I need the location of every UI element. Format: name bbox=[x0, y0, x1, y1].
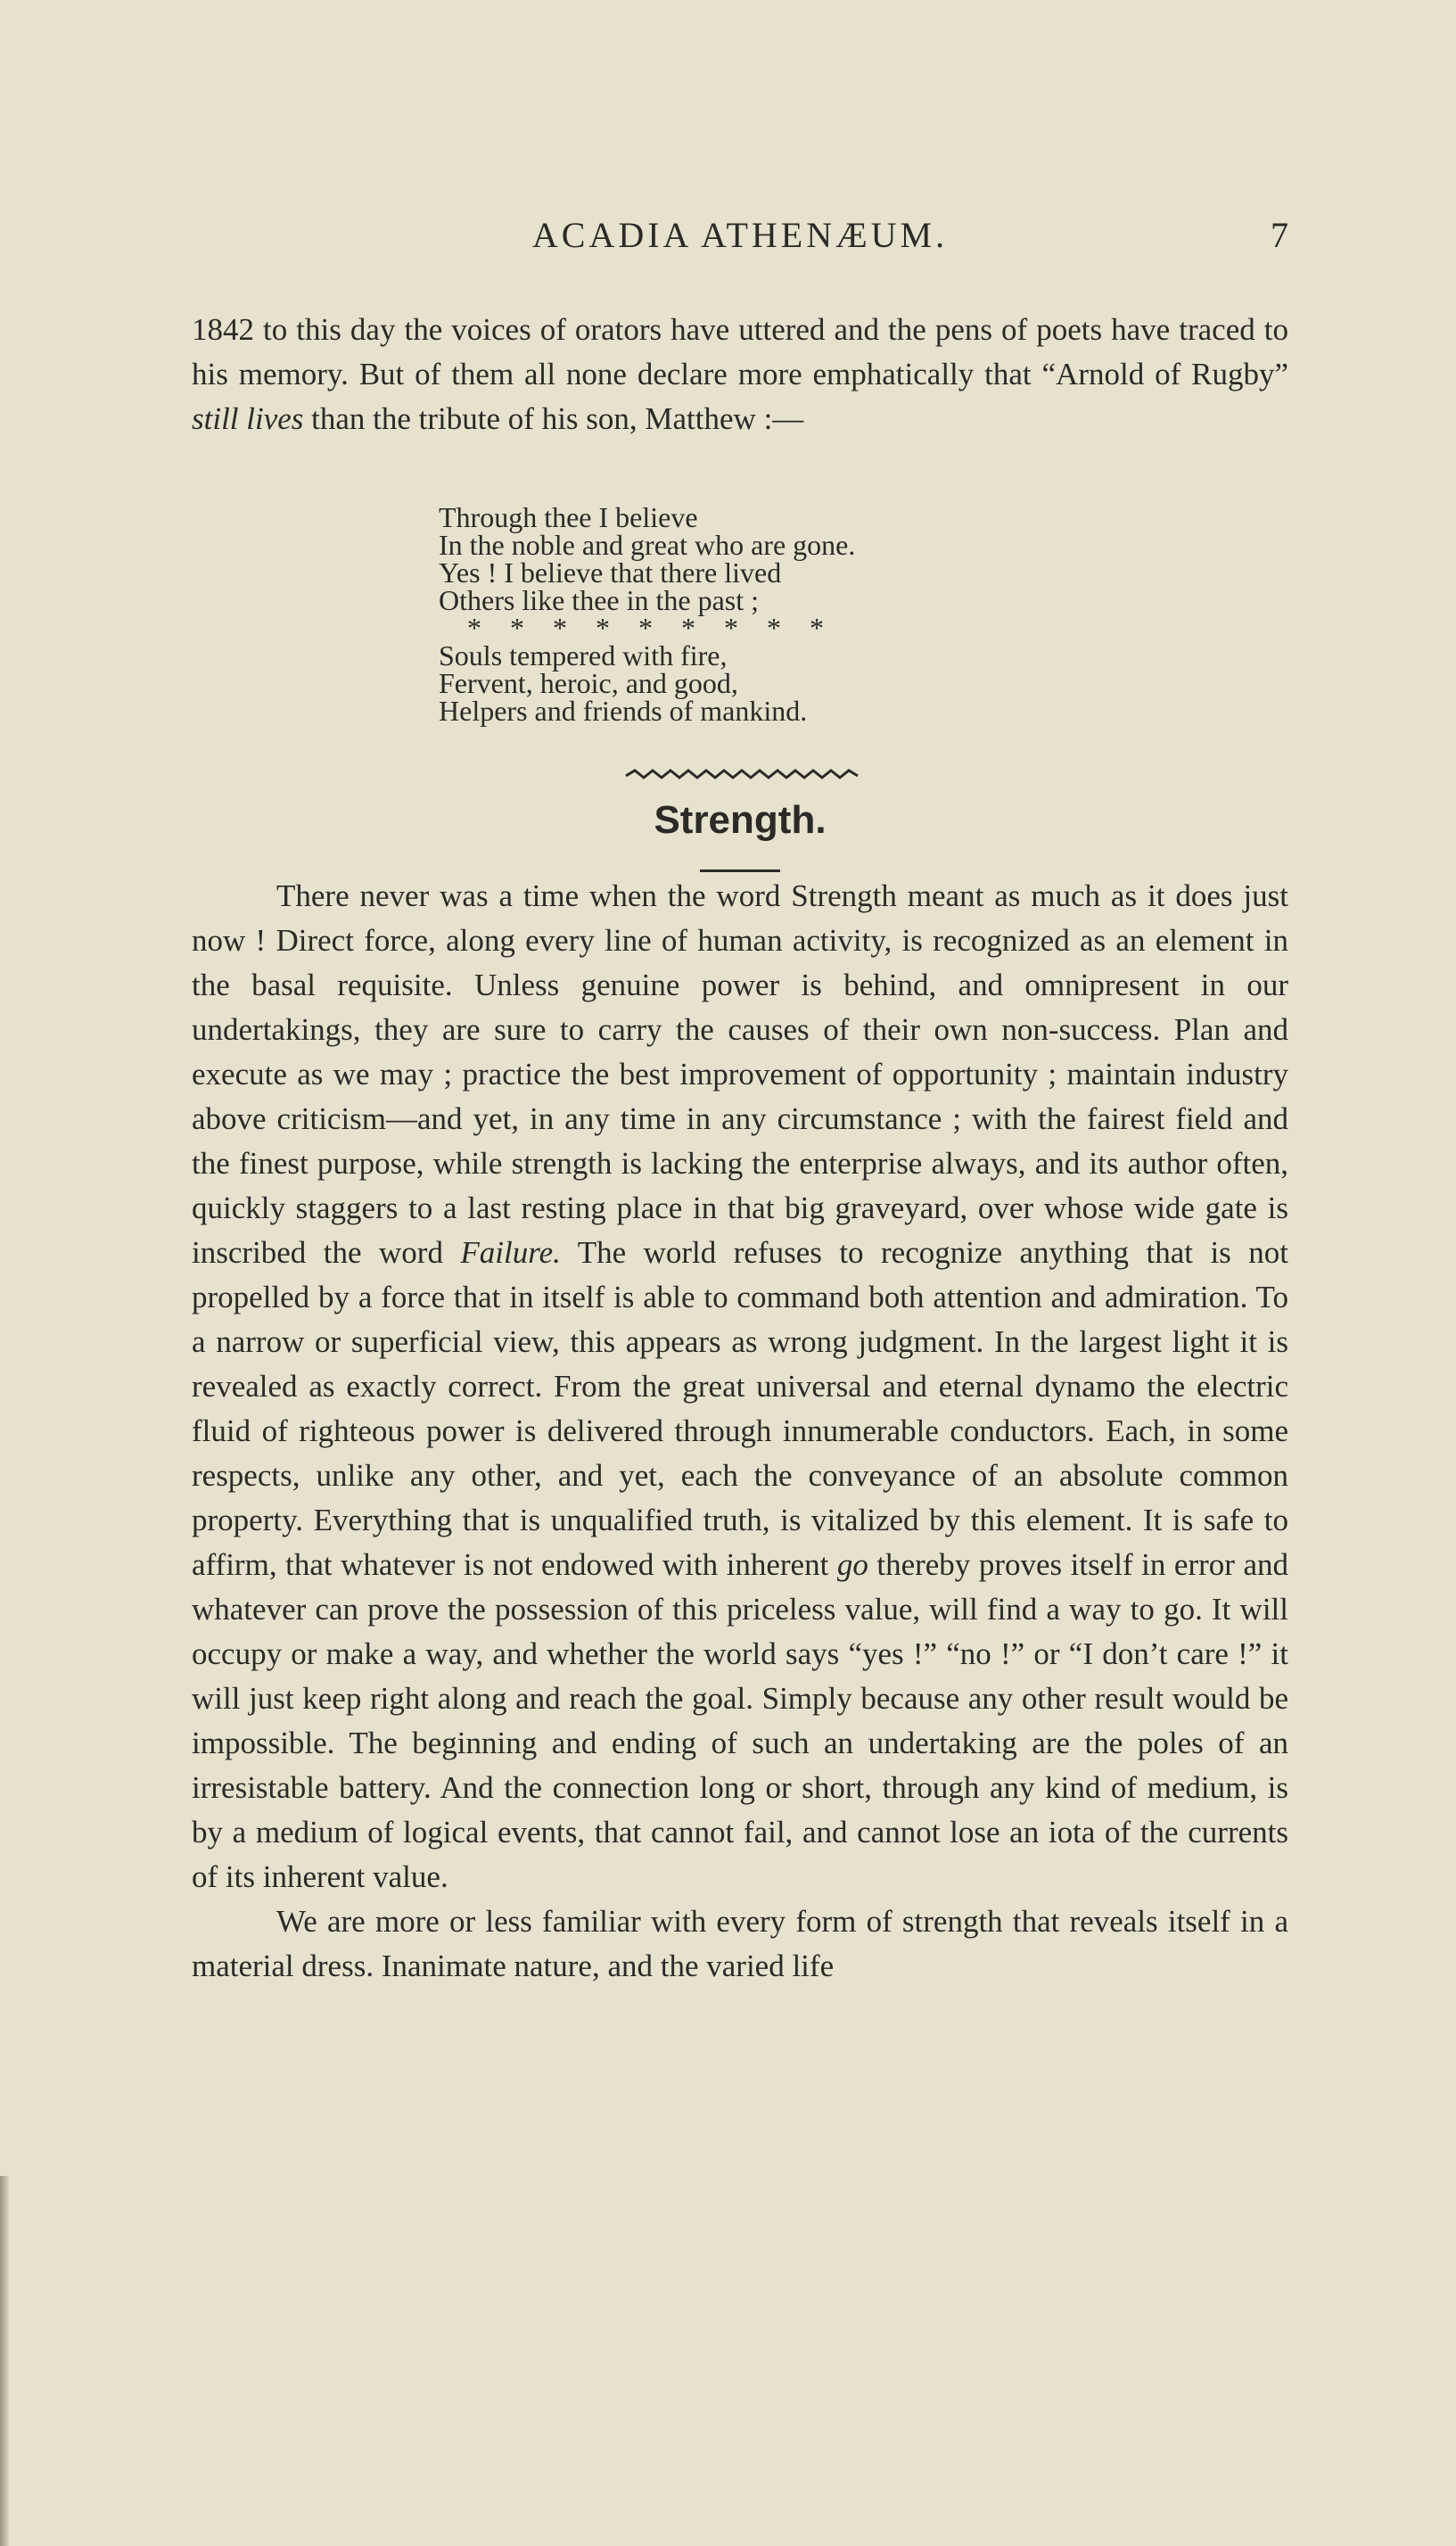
poem-line: Yes ! I believe that there lived bbox=[439, 556, 782, 589]
poem-quote bbox=[439, 501, 1009, 727]
paragraph-2: We are more or less familiar with every form of strength that reveals itself in a material dress. Inanimate nature, and the varied life bbox=[192, 1904, 1288, 1983]
poem-line: In the noble and great who are gone. bbox=[439, 529, 856, 561]
article-title: Strength. bbox=[654, 798, 827, 842]
paragraph-1-text-a: There never was a time when the word Strength meant as much as it does just now ! Direct force, along every line of human activity, is recognized as an element in the basal requisite. Unless genuine power is behind, and omnipresent in our undertakings, they are sure to carry the causes of their own non-success. Plan and execute as we may ; practice the best improvement of opportunity ; maintain industry above criticism—and yet, in any time in any circumstance ; with the fairest field and the finest purpose, while strength is lacking the enterprise always, and its author often, quickly staggers to a last resting place in that big graveyard, over whose wide gate is inscribed the word bbox=[192, 878, 1288, 1270]
poem-line: Helpers and friends of mankind. bbox=[439, 695, 808, 727]
article-body bbox=[192, 874, 1288, 1989]
continuation-italic: still lives bbox=[192, 401, 304, 436]
paragraph-1-text-c: thereby proves itself in error and whatever can prove the possession of this priceless value, will find a way to go. It will occupy or make a way, and whether the world says “yes !” “no !” or “I don’t care !” it will just keep right along and reach the goal. Simply because any other result would be impossible. The beginning and ending of such an undertaking are the poles of an irresistable battery. And the connection long or short, through any kind of medium, is by a medium of logical events, that cannot fail, and cannot lose an iota of the currents of its inherent value. bbox=[192, 1547, 1288, 1894]
continuation-text-2: than the tribute of his son, Matthew :— bbox=[303, 401, 804, 436]
poem-line: Fervent, heroic, and good, bbox=[439, 667, 738, 699]
poem-line: Others like thee in the past ; bbox=[439, 584, 760, 616]
decorative-ornament bbox=[624, 767, 860, 781]
italic-failure: Failure. bbox=[460, 1235, 561, 1270]
poem-line: Souls tempered with fire, bbox=[439, 639, 728, 672]
poem-asterisks: * * * * * * * * * bbox=[439, 612, 824, 644]
continuation-paragraph bbox=[192, 308, 1288, 441]
running-head bbox=[192, 214, 1288, 268]
page-edge bbox=[0, 2176, 9, 2546]
paragraph-1 bbox=[192, 874, 1288, 1899]
italic-go: go bbox=[836, 1547, 868, 1582]
poem-line: Through thee I believe bbox=[439, 501, 698, 533]
continuation-text-1: 1842 to this day the voices of orators have uttered and the pens of poets have traced to his memory. But of them all none declare more emphatically that “Arnold of Rugby” bbox=[192, 312, 1288, 391]
title-rule bbox=[700, 869, 780, 872]
page-number: 7 bbox=[1271, 215, 1288, 255]
paragraph-1-text-b: The world refuses to recognize anything that is not propelled by a force that in itself is able to command both attention and admiration. To a narrow or superficial view, this appears as wrong judgment. In the largest light it is revealed as exactly correct. From the great universal and eternal dynamo the electric fluid of righteous power is delivered through innumerable conductors. Each, in some respects, unlike any other, and yet, each the conveyance of an absolute common property. Everything that is unqualified truth, is vitalized by this element. It is safe to affirm, that whatever is not endowed with inherent bbox=[192, 1235, 1288, 1582]
running-title: ACADIA ATHENÆUM. bbox=[531, 215, 949, 255]
